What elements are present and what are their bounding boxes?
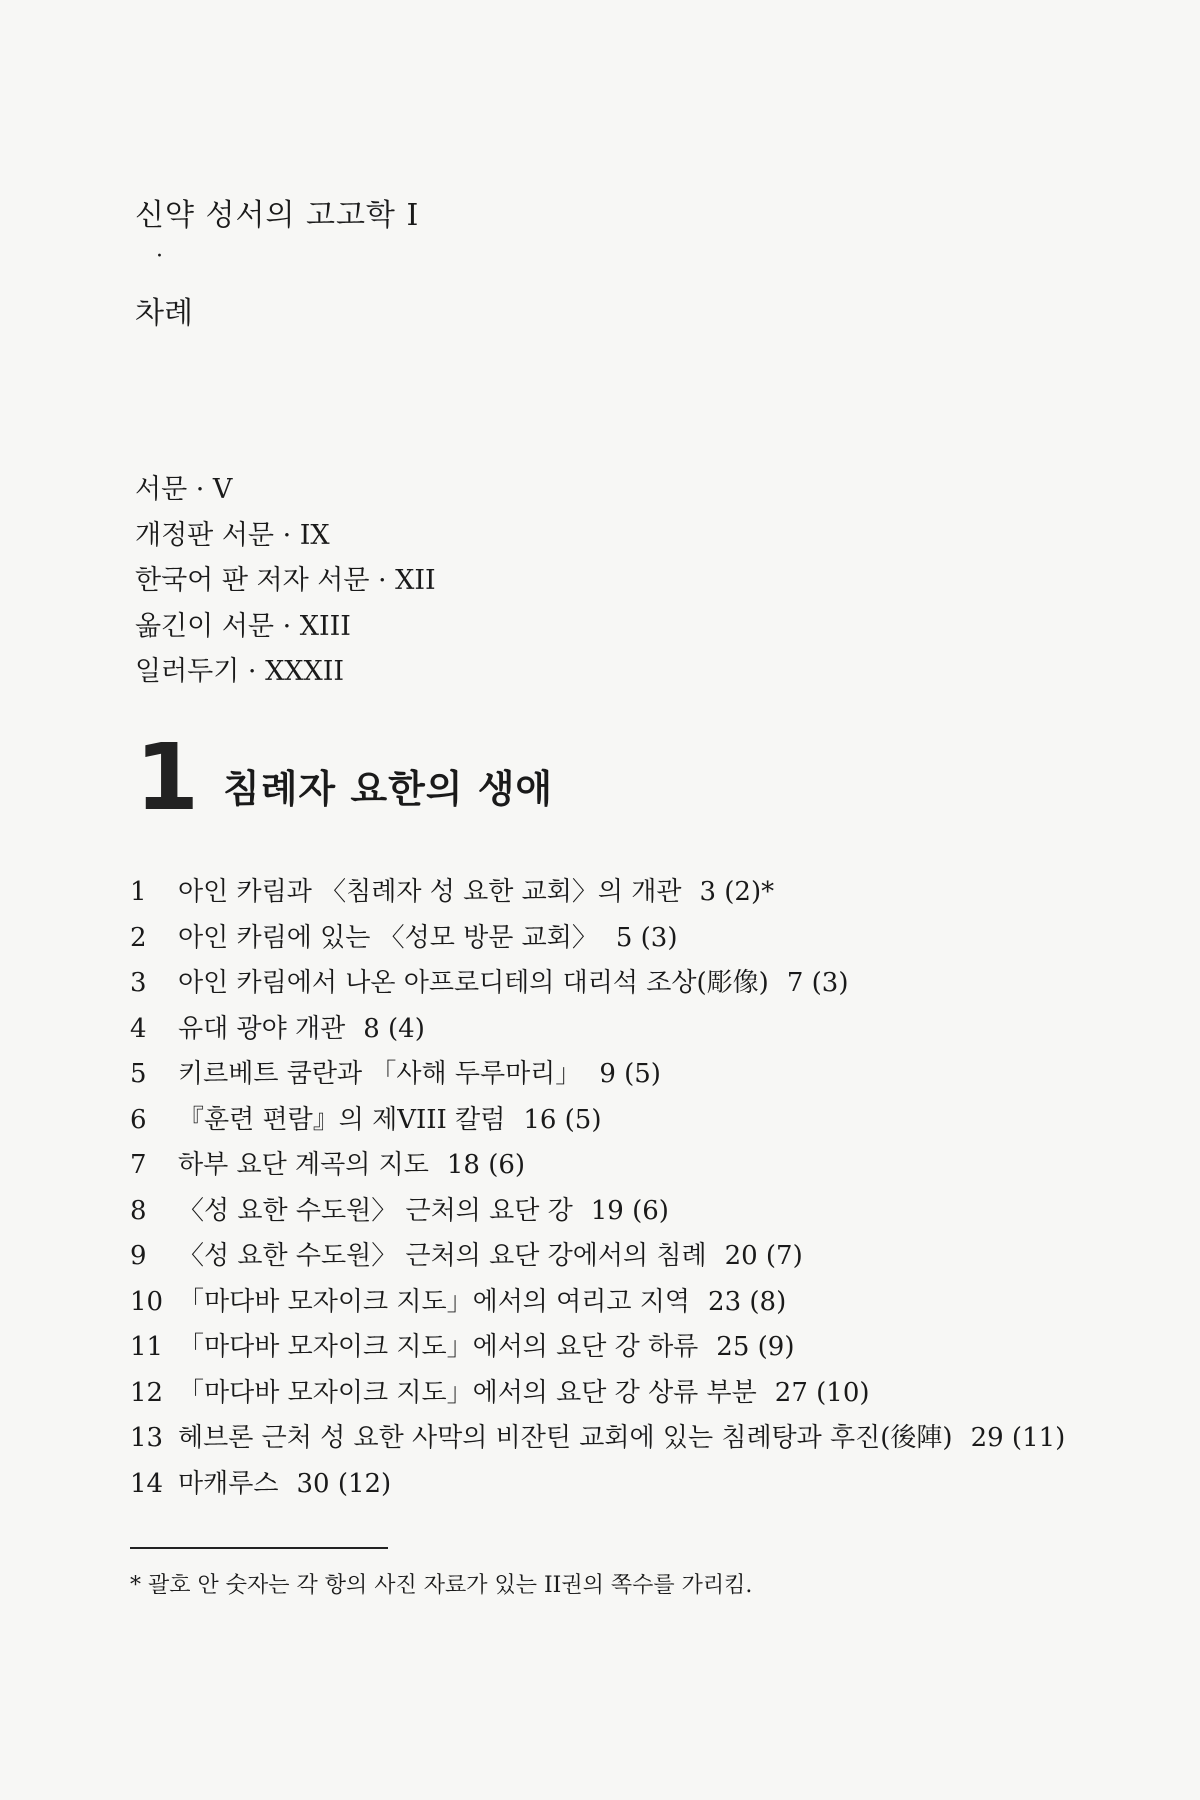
chapter-title: 침례자 요한의 생애 <box>223 767 554 811</box>
entry-pages: 23 (8) <box>708 1286 787 1317</box>
front-matter-item: 일러두기 · XXXII <box>135 656 345 687</box>
entry-number: 1 <box>130 877 147 907</box>
entry-title: 〈성 요한 수도원〉 근처의 요단 강에서의 침례 <box>178 1241 707 1271</box>
entry-title: 유대 광야 개관 <box>178 1013 346 1044</box>
front-matter-item: 개정판 서문 · IX <box>135 519 330 551</box>
toc-entry <box>130 1143 1065 1189</box>
toc-entry <box>130 1280 1065 1326</box>
toc-entry <box>130 1007 1065 1053</box>
toc-entry <box>130 1416 1065 1462</box>
chapter-heading <box>135 724 554 831</box>
entry-pages: 27 (10) <box>774 1377 870 1408</box>
toc-entry <box>130 916 1065 962</box>
entry-number: 13 <box>130 1423 164 1453</box>
entry-pages: 5 (3) <box>615 922 678 953</box>
entry-title: 「마다바 모자이크 지도」에서의 요단 강 하류 <box>178 1332 699 1362</box>
entry-number: 3 <box>130 968 147 998</box>
toc-heading: 차례 <box>135 296 193 331</box>
front-matter-list <box>135 467 436 695</box>
entry-number: 5 <box>130 1059 147 1089</box>
entry-title: 아인 카림과 〈침례자 성 요한 교회〉의 개관 <box>178 877 682 907</box>
footnote-divider <box>130 1547 388 1549</box>
entry-number: 14 <box>130 1468 164 1499</box>
toc-entry <box>130 1462 1065 1508</box>
entry-title: 『훈련 편람』의 제VIII 칼럼 <box>178 1104 506 1135</box>
toc-entry <box>130 1325 1065 1371</box>
entry-pages: 29 (11) <box>970 1423 1066 1453</box>
entry-pages: 25 (9) <box>716 1332 795 1362</box>
entry-pages: 19 (6) <box>590 1195 669 1226</box>
entry-title: 아인 카림에서 나온 아프로디테의 대리석 조상(彫像) <box>178 968 769 998</box>
entry-number: 11 <box>130 1332 164 1362</box>
entry-title: 「마다바 모자이크 지도」에서의 요단 강 상류 부분 <box>178 1377 757 1408</box>
entry-pages: 18 (6) <box>446 1150 526 1180</box>
entry-pages: 20 (7) <box>724 1241 803 1271</box>
toc-entry <box>130 961 1065 1007</box>
footnote: * 괄호 안 숫자는 각 항의 사진 자료가 있는 II권의 쪽수를 가리킴. <box>130 1573 753 1598</box>
entry-pages: 3 (2)* <box>699 877 775 907</box>
entry-pages: 8 (4) <box>363 1013 425 1044</box>
entry-number: 8 <box>130 1195 147 1226</box>
front-matter-item: 옮긴이 서문 · XIII <box>135 610 351 642</box>
entry-title: 헤브론 근처 성 요한 사막의 비잔틴 교회에 있는 침례탕과 후진(後陣) <box>178 1423 953 1453</box>
book-title: 신약 성서의 고고학 I <box>135 198 420 233</box>
entry-pages: 30 (12) <box>296 1468 392 1499</box>
entry-title: 아인 카림에 있는 〈성모 방문 교회〉 <box>178 922 598 953</box>
entry-title: 「마다바 모자이크 지도」에서의 여리고 지역 <box>178 1286 691 1317</box>
chapter-entries-list <box>130 870 1065 1507</box>
entry-pages: 7 (3) <box>786 968 849 998</box>
entry-title: 마캐루스 <box>178 1468 279 1499</box>
entry-number: 2 <box>130 922 147 953</box>
toc-entry <box>130 1189 1065 1235</box>
entry-number: 7 <box>130 1150 147 1180</box>
toc-entry <box>130 1371 1065 1417</box>
toc-entry <box>130 1234 1065 1280</box>
toc-entry <box>130 1052 1065 1098</box>
entry-number: 4 <box>130 1013 147 1044</box>
toc-entry <box>130 1098 1065 1144</box>
toc-entry <box>130 870 1065 916</box>
entry-number: 10 <box>130 1286 164 1317</box>
front-matter-item: 서문 · V <box>135 474 233 505</box>
entry-number: 6 <box>130 1104 147 1135</box>
title-separator: · <box>156 244 163 269</box>
entry-title: 〈성 요한 수도원〉 근처의 요단 강 <box>178 1195 573 1226</box>
entry-pages: 9 (5) <box>599 1059 661 1089</box>
chapter-number: 1 <box>135 724 198 831</box>
entry-number: 9 <box>130 1241 147 1271</box>
entry-number: 12 <box>130 1377 164 1408</box>
entry-title: 키르베트 쿰란과 「사해 두루마리」 <box>178 1059 582 1089</box>
front-matter-item: 한국어 판 저자 서문 · XII <box>135 565 436 596</box>
entry-pages: 16 (5) <box>523 1104 602 1135</box>
entry-title: 하부 요단 계곡의 지도 <box>178 1150 429 1180</box>
